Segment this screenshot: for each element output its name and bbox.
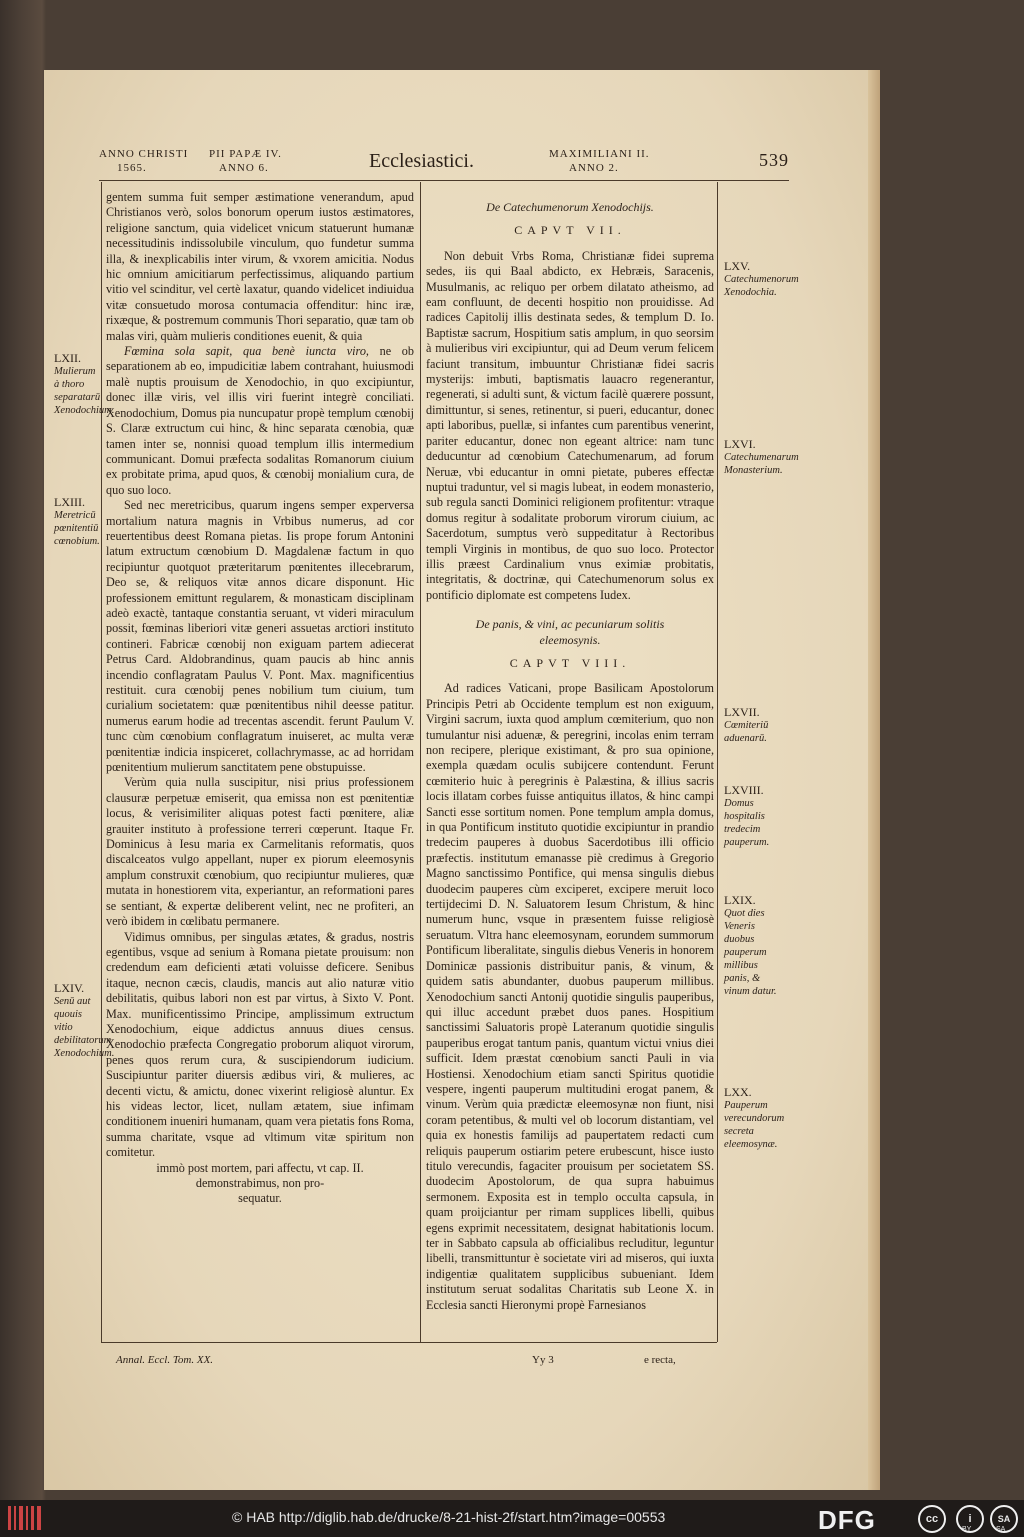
footer-volume: Annal. Eccl. Tom. XX. bbox=[116, 1354, 214, 1366]
header-rule bbox=[99, 180, 789, 181]
cc-license-icon[interactable]: cc bbox=[918, 1505, 946, 1533]
margin-note-63 bbox=[54, 496, 100, 548]
margin-note-69 bbox=[724, 894, 778, 998]
running-head-title: Ecclesiastici. bbox=[369, 150, 474, 172]
running-head-emperor: MAXIMILIANI II. bbox=[549, 148, 650, 160]
library-logo-icon bbox=[8, 1506, 42, 1530]
dfg-logo: DFG bbox=[818, 1505, 876, 1535]
caput-7: CAPVT VII. bbox=[514, 223, 626, 238]
left-paragraph-4: Verùm quia nulla suscipitur, nisi prius professionem clausuræ perpetuæ emiserit, qua emissa non est pœnitentiæ locus, & verisimiliter aliquas potest facti pœnitere, aliæ grauiter instituto à professione terreri cœperunt. Itaque Fr. Dominicus à Iesu maria ex Carmelitanis reformatis, quos discalceatos vulgo appellant, nuper ex piorum eleemosynis amplum construxit cœnobium, quo recipiuntur mulieres, quæ mutata in honestiorem vita, experiantur, an reformationi pares se sentiant, & expertæ deliberent velint, nec ne profiteri, an verò ibidem in cœlibatu permanere. bbox=[106, 775, 414, 929]
margin-note-number: LXIV. bbox=[54, 981, 85, 995]
frame-right-line bbox=[717, 182, 718, 1342]
source-credit-link[interactable]: © HAB http://diglib.hab.de/drucke/8-21-hist-2f/start.htm?image=00553 bbox=[232, 1509, 666, 1525]
margin-note-number: LXII. bbox=[54, 351, 81, 365]
caput-8: CAPVT VIII. bbox=[509, 655, 631, 670]
page-number: 539 bbox=[759, 150, 789, 170]
attribution-icon[interactable]: i bbox=[956, 1505, 984, 1533]
chapter-heading-7: De Catechumenorum Xenodochijs. bbox=[486, 200, 654, 214]
footer-catchword: e recta, bbox=[644, 1354, 676, 1366]
left-paragraph-2 bbox=[106, 344, 414, 498]
margin-note-number: LXIII. bbox=[54, 495, 85, 509]
margin-note-65 bbox=[724, 259, 799, 299]
frame-bottom-line bbox=[101, 1342, 717, 1343]
by-label: BY bbox=[962, 1526, 972, 1533]
margin-note-text: Senū aut quouis vitio debilitatorum Xenodochium. bbox=[54, 996, 115, 1059]
left-paragraph-1: gentem summa fuit semper æstimatione venerandum, apud Christianos verò, solos bonorum operum iustos æstimatores, religione sanctum, quia videlicet vnicum statuerunt humanæ necessitudinis indissolubile vinculum, quo fundetur summa illa, & inexplicabilis inter virum, & vxorem amicitia. Nodus hic omnium amicitiarum perfectissimus, aliquando partium vitio vel scinditur, vel certè laxatur, quando videlicet indiuidua vitæ consuetudo morosa contumacia offenditur: hinc iræ, rixæque, & postremum communis Thori separatio, quæ tam ob malas viri, quàm mulieris conditiones euenit, & quia bbox=[106, 190, 414, 343]
running-head-emperor-year: ANNO 2. bbox=[569, 162, 619, 174]
running-head-pope: PII PAPÆ IV. bbox=[209, 148, 282, 160]
margin-note-64 bbox=[54, 981, 115, 1060]
left-ending-line-3: sequatur. bbox=[238, 1191, 282, 1206]
right-paragraph-2: Ad radices Vaticani, prope Basilicam Apostolorum Principis Petri ab Occidente templum est non exiguum, Virgini sacrum, iuxta quod amplum cœmiterium, quo non tumulantur nisi aduenæ, & peregrini, incolas enim terram non recipere, plerique existimant, & pro sua opinione, exempla quædam oculis subijcere contendunt. Ferunt cœmiterio huic à peregrinis è Palæstina, & illius sacris locis illatam corbes fuisse antiquitus illatos, & hinc campi Sancti esse sortitum nomen. Pone templum ampla domus, in qua Pontificum instituto quotidie excipiuntur in prandio tredecim pauperes à duobus Sacerdotibus illi officio præfectis. institutum emanasse piè credimus à Gregorio Magno sanctissimo Pontifice, qui mensa singulis diebus duodecim pauperes cùm exciperet, excipere meruit loco tertijdecimi D. N. Saluatorem Iesum Christum, & hinc numerum hunc, vsque in præsentem fuisse religiosè seruatum. Vltra hanc eleemosynam, eorundem summorum Pontificum liberalitate, singulis diebus Veneris in honorem Dominicæ passionis distribuitur panis, & vinum, & quidem satis abundanter, duobus pauperum millibus. Xenodochium sancti Antonij quotidie singulis pauperibus, qui illuc accedunt præbet duos panes. Hospitium sanctissimi Saluatoris propè Lateranum quotidie singulis pauperibus erogat tantum panis, quantum victui vnius diei sufficit. Idem præstat cœnobium sancti Pauli in via Hostiensi. Xenodochium etiam sancti Spiritus quotidie vespere, ingenti pauperum multitudini erogat panem, & vinum. Verùm quia prædictæ eleemosynæ non fiunt, nisi coram petentibus, & multi vel ob locorum distantiam, vel quia ex honestis familijs ad paupertatem redacti cum reliquis pauperum ostiarim petere erubescunt, hisce iusto titulo verecundis, fagaciter prouisum per societatem SS. duodecim Apostolorum, de qua supra habuimus sermonem. Exposita est in templo occulta capsula, in quam proijciantur per rimam supplices libelli, quibus egens exprimit necessitatem, designat habitationis locum. ter in Sabbato capsula ab officialibus recluditur, leguntur libelli, transmittuntur è societate viri ad miseros, qui iuxta indigentiæ qualitatem supplicibus subueniant. Idem institutum seruat sodalitas Charitatis sub Leone X. in Ecclesia sancti Hieronymi propè Farnesianos bbox=[426, 681, 714, 1312]
margin-note-62 bbox=[54, 351, 115, 417]
footer-signature: Yy 3 bbox=[532, 1354, 554, 1366]
margin-note-text: Catechumenorum Xenodochia. bbox=[724, 274, 799, 298]
margin-note-70 bbox=[724, 1085, 785, 1151]
margin-note-text: Catechumenarum Monasterium. bbox=[724, 452, 799, 476]
running-head-anno-christi: ANNO CHRISTI bbox=[99, 148, 189, 160]
margin-note-number: LXVIII. bbox=[724, 783, 764, 797]
running-head-year: 1565. bbox=[117, 162, 147, 174]
right-paragraph-1: Non debuit Vrbs Roma, Christianæ fidei suprema sedes, iis qui Baal abdicto, ex Hebræis, Saracenis, Musulmanis, ac reliquo per orbem dilatato atheismo, ad eam confluunt, de decenti hospitio non prouidisse. Ad radices Capitolij illis destinata sedes, & templum D. Io. Baptistæ sacrum, Hospitium satis amplum, in quo seorsim à mulieribus viri excipiuntur, qui ad Deum verum felicem faciunt transitum, imbuuntur Christianæ fidei sacris mysterijs: imbuti, baptismatis lauacro regenerantur, regenerati, si adulti sunt, & victum facilè quærere possunt, dimittuntur, si senes, retinentur, si pueri, educantur, donec apti laboribus, puellæ, si infantes cum parentibus venerint, pariter educantur, donec non egeant altrice: nam tunc deducuntur ad cœnobium Catechumenarum, ad forum Neruæ, vbi educantur in omni pietate, puberes effectæ nuptui traduntur, vel si magis lubeat, in eodem monasterio, sub regula sancti Dominici religionem profitentur: vtraque domus regitur à sodalitate proborum virorum ciuium, ac Sacerdotum, sumptus verò suppeditatur à Rectoribus templi Virginis in montibus, de quo suo loco. Protector illis præest Cardinalium vnus eximiæ probitatis, integritatis, & doctrinæ, qui Catechumenorum solus ex pontificio diplomate est competens Iudex. bbox=[426, 248, 714, 602]
frame-left-line bbox=[101, 182, 102, 1342]
left-paragraph-3: Sed nec meretricibus, quarum ingens semper experversa mortalium natura magnis in Vrbibus numerus, ad cor reuertentibus deest Romana pietas. Iis prope forum Antonini latum extructum cœnobium D. Magdalenæ factum in quo recipiuntur quotquot præteritarum pœnitentes illecebrarum, Deo se, & reliquos vitæ annos dicare disponunt. Hic professionem emittunt regularem, & monasticam disciplinam adeò exactè, tantaque constantia seruant, vt videri miraculum possit, fœminas liberiori vitæ generi assuetas arctiori instituto contineri. Fabricæ cœnobij non exiguam partem adiecerat Petrus Card. Aldobrandinus, quam paucis ab hinc annis incendio conflagratam Paulus V. Pont. Max. magnificentius restituit. cura cœnobij penes nobilium tum ciuium, tum curialium societatem: quæ pœnitentibus nihil deesse patitur. numerus earum hodie ad trecentas ascendit. ferunt Paulum V. tunc cùm cœnobium conflagratum inuiseret, ac multa veræ pœnitentiæ indicia inspiceret, collachrymasse, ac ad horridam pœnitentium mulierum sanctitatem pene obstupuisse. bbox=[106, 498, 414, 775]
column-divider bbox=[420, 182, 421, 1342]
margin-note-66 bbox=[724, 437, 799, 477]
share-alike-icon[interactable]: SA bbox=[990, 1505, 1018, 1533]
left-ending-line-1: immò post mortem, pari affectu, vt cap. II. bbox=[156, 1160, 364, 1175]
margin-note-number: LXVII. bbox=[724, 705, 760, 719]
verse-quote: Fœmina sola sapit, qua benè iuncta viro, bbox=[124, 344, 369, 359]
margin-note-number: LXX. bbox=[724, 1085, 752, 1099]
viewer-footer-bar bbox=[0, 1500, 1024, 1537]
running-head bbox=[99, 148, 839, 178]
margin-note-68 bbox=[724, 784, 778, 849]
margin-note-text: Domus hospitalis tredecim pauperum. bbox=[724, 798, 770, 848]
chapter-heading-8-line-2: eleemosynis. bbox=[539, 632, 601, 647]
margin-note-67 bbox=[724, 706, 778, 745]
sa-label: SA bbox=[996, 1526, 1006, 1533]
margin-note-number: LXVI. bbox=[724, 437, 756, 451]
margin-note-text: Meretricū pœnitentiū cœnobium. bbox=[54, 510, 100, 547]
margin-note-text: Quot dies Veneris duobus pauperum millibus panis, & vinum datur. bbox=[724, 908, 777, 997]
left-ending-line-2: demonstrabimus, non pro- bbox=[195, 1176, 325, 1190]
margin-note-number: LXV. bbox=[724, 259, 751, 273]
running-head-pope-year: ANNO 6. bbox=[219, 162, 269, 174]
right-text-column bbox=[426, 198, 714, 1313]
margin-note-text: Mulierum à thoro separatarū Xenodochium. bbox=[54, 366, 115, 416]
margin-note-text: Cœmiteriū aduenarū. bbox=[724, 720, 769, 744]
margin-note-number: LXIX. bbox=[724, 893, 756, 907]
left-text-column bbox=[106, 190, 414, 1207]
left-paragraph-2-body: ne ob separationem ab eo, impudicitiæ labem contrahant, huiusmodi malè nuptis prouisum de Xenodochio, in quo excipiuntur, donec illæ viris, vel illis viri fuerint integrè conciliati. Xenodochium, Domus pia nuncupatur propè templum cœnobij S. Claræ extructum cui hinc, & hinc separata cœnobia, quæ tamen inter se, nonnisi quoad templum illis intermedium communicant. Domui præfecta sodalitas Romanorum ciuium ex probitate prima, apud quos, & cœnobij monialium cura, de quo suo loco. bbox=[106, 344, 414, 497]
chapter-heading-8-line-1: De panis, & vini, ac pecuniarum solitis bbox=[475, 617, 665, 632]
page-edge bbox=[868, 70, 880, 1490]
left-paragraph-5: Vidimus omnibus, per singulas ætates, & gradus, nostris egentibus, vsque ad senium à Romana pietate prouisum: non credendum eam deficienti ætati voluisse deficere. Senibus itaque, necnon cæcis, claudis, mancis aut alio naturæ vitio debilitatis, quibus labori non est par virtus, à Sixto V. Pont. Max. munificentissimo Principe, amplissimum extructum Xenodochium, eique addictus annuus diues census. Xenodochio præfecta Congregatio proborum aliquot virorum, penes quos rerum cura, & suscipiendorum iudicium. Suscipiuntur pariter diuersis ædibus viri, & mulieres, ac decenti victu, & amictu, donec vixerint religiosè aluntur. Ex his videas lector, licet, nullam ætatem, siue infimam conditionem inueniri humanam, quam vera pietatis fons Roma, summa charitate, vsque ad vltimum vitæ spiritum non comitetur. bbox=[106, 929, 414, 1160]
book-page bbox=[44, 70, 868, 1490]
margin-note-text: Pauperum verecundorum secreta eleemosynæ. bbox=[724, 1100, 785, 1150]
